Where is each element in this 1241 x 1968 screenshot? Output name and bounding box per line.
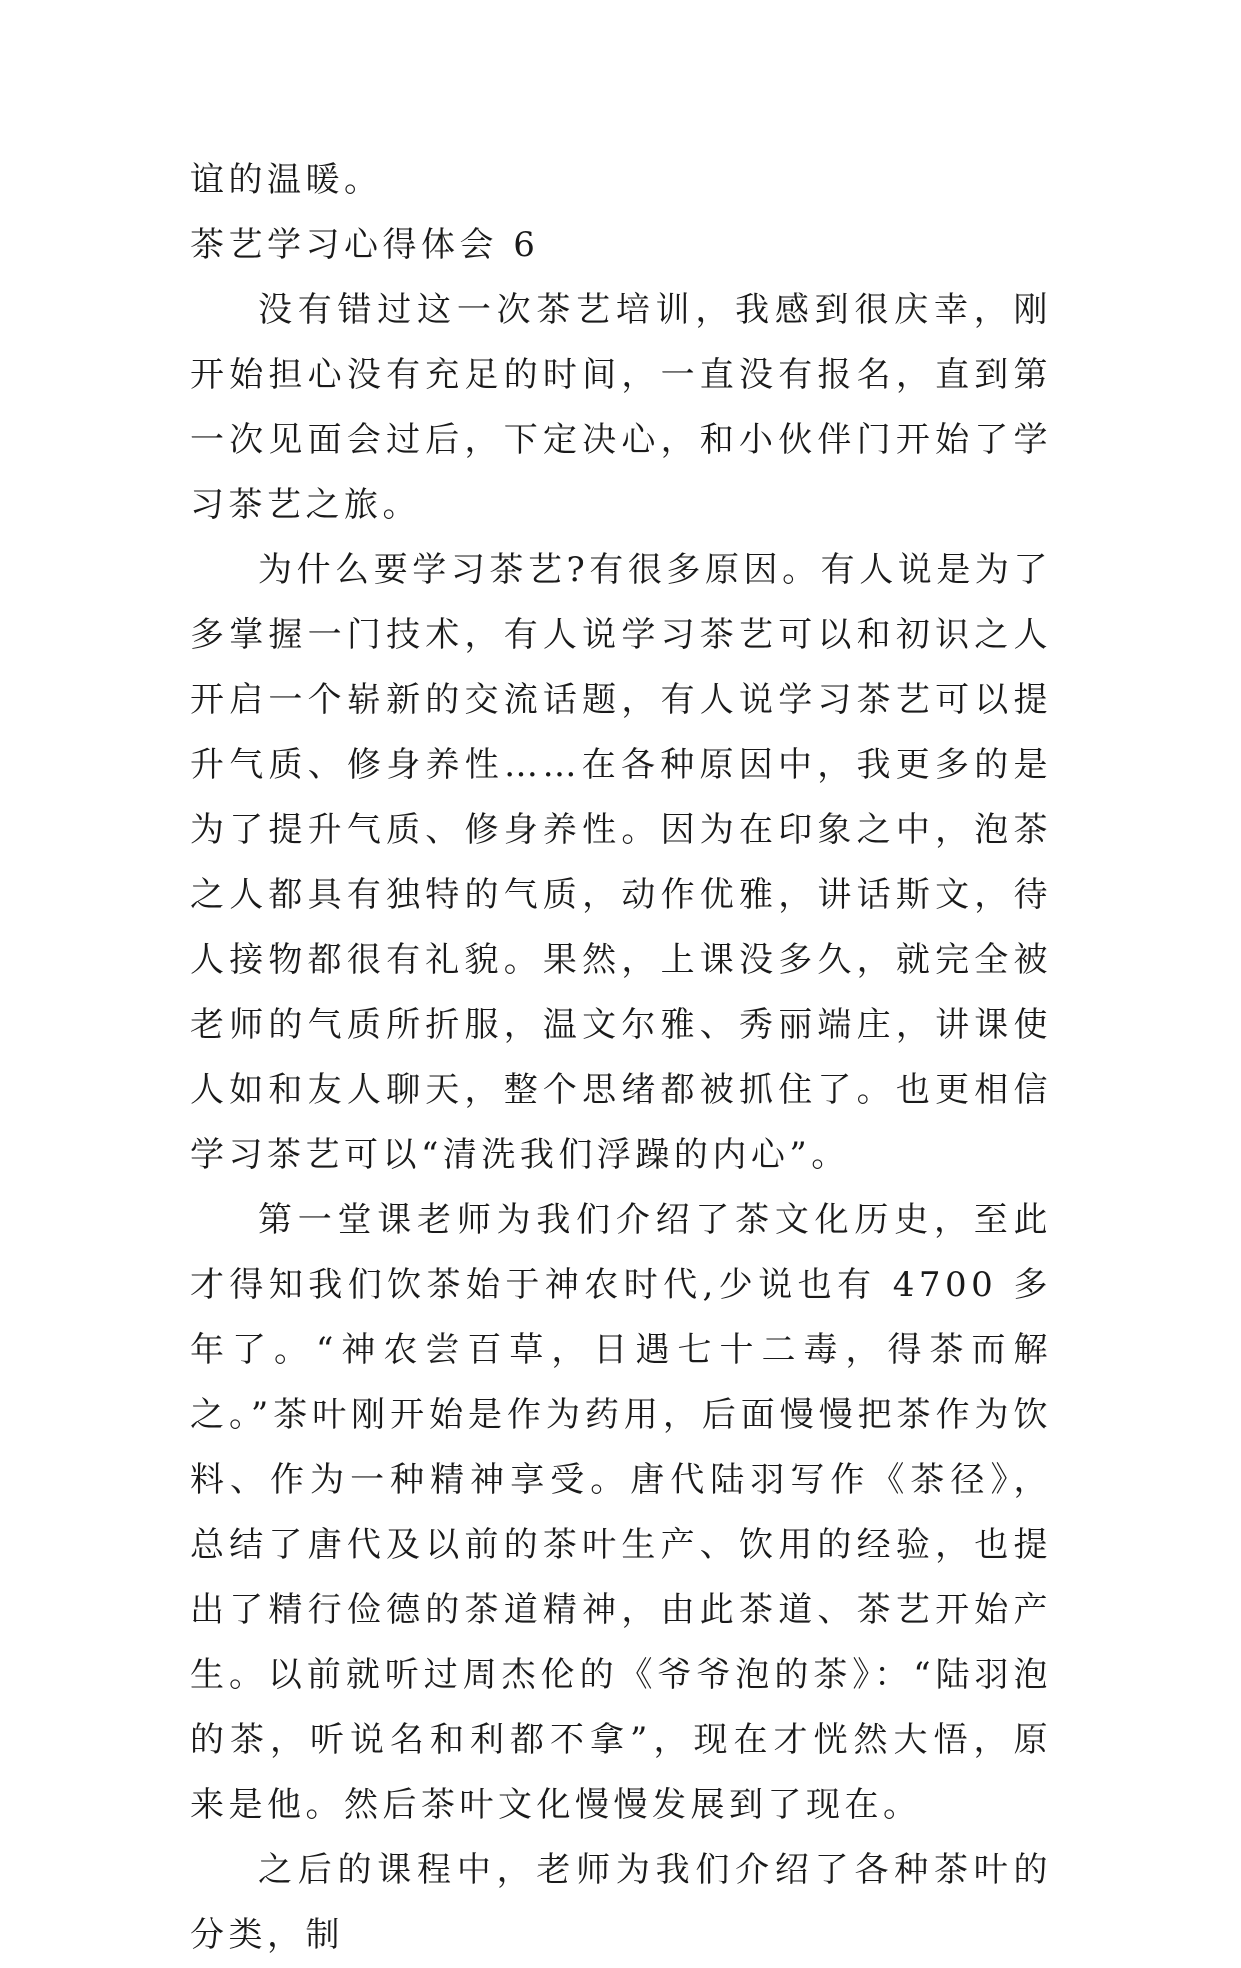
paragraph: 为什么要学习茶艺?有很多原因。有人说是为了多掌握一门技术，有人说学习茶艺可以和初识之人开启一个崭新的交流话题，有人说学习茶艺可以提升气质、修身养性……在各种原因中，我更多的是为了提升气质、修身养性。因为在印象之中，泡茶之人都具有独特的气质，动作优雅，讲话斯文，待人接物都很有礼貌。果然，上课没多久，就完全被老师的气质所折服，温文尔雅、秀丽端庄，讲课使人如和友人聊天，整个思绪都被抓住了。也更相信学习茶艺可以“清洗我们浮躁的内心”。 xyxy=(190,550,1052,1175)
paragraph: 没有错过这一次茶艺培训，我感到很庆幸，刚开始担心没有充足的时间，一直没有报名，直到第一次见面会过后，下定决心，和小伙伴门开始了学习茶艺之旅。 xyxy=(190,290,1052,525)
section-heading: 茶艺学习心得体会 6 xyxy=(190,225,540,265)
paragraph: 第一堂课老师为我们介绍了茶文化历史，至此才得知我们饮茶始于神农时代,少说也有 4700 多年了。“神农尝百草，日遇七十二毒，得茶而解之。”茶叶刚开始是作为药用，后面慢慢把茶作为饮料、作为一种精神享受。唐代陆羽写作《茶径》，总结了唐代及以前的茶叶生产、饮用的经验，也提出了精行俭德的茶道精神，由此茶道、茶艺开始产生。以前就听过周杰伦的《爷爷泡的茶》：“陆羽泡的茶，听说名和利都不拿”，现在才恍然大悟，原来是他。然后茶叶文化慢慢发展到了现在。 xyxy=(190,1200,1052,1825)
document-body xyxy=(190,148,1052,1968)
paragraph: 之后的课程中，老师为我们介绍了各种茶叶的分类，制 xyxy=(190,1850,1052,1955)
continuation-text: 谊的温暖。 xyxy=(190,160,383,200)
